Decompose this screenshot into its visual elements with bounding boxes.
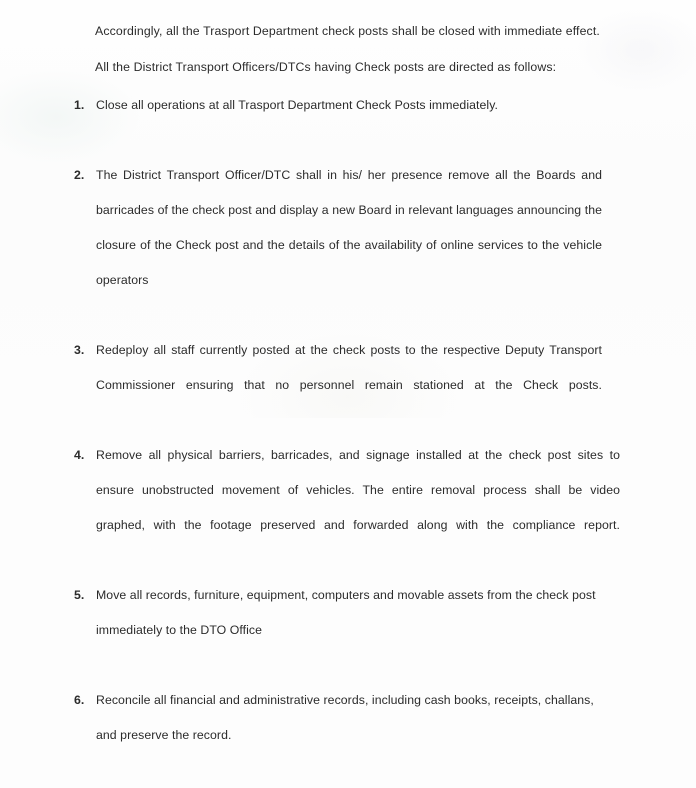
list-item <box>74 333 602 438</box>
list-item-text: The District Transport Officer/DTC shall in his/ her presence remove all the Boards and barricades of the check post and display a new Board in relevant languages announcing the closure of the Check post and the details of the availability of online services to the vehicle operators <box>96 168 602 287</box>
list-item-text: Redeploy all staff currently posted at the check posts to the respective Deputy Transport Commissioner ensuring that no personnel remain stationed at the Check posts. <box>96 343 602 392</box>
list-item-number: 1. <box>74 98 85 112</box>
list-item-text: Close all operations at all Trasport Department Check Posts immediately. <box>96 98 498 112</box>
list-item <box>74 438 620 578</box>
list-item <box>74 683 602 788</box>
list-item <box>74 88 602 158</box>
list-item-text: Reconcile all financial and administrative records, including cash books, receipts, challans, and preserve the record. <box>96 693 594 742</box>
list-item <box>74 158 602 333</box>
list-item-number: 3. <box>74 343 85 357</box>
list-item-number: 5. <box>74 588 85 602</box>
list-item-number: 6. <box>74 693 85 707</box>
directives-numbered-list <box>74 88 620 788</box>
intro-paragraph-2: All the District Transport Officers/DTCs having Check posts are directed as follows: <box>95 60 557 74</box>
list-item-text: Move all records, furniture, equipment, computers and movable assets from the check post immediately to the DTO Office <box>96 588 596 637</box>
intro-paragraph-1: Accordingly, all the Trasport Department check posts shall be closed with immediate effect. <box>95 24 600 38</box>
list-item-number: 2. <box>74 168 85 182</box>
list-item-text: Remove all physical barriers, barricades, and signage installed at the check post sites to ensure unobstructed movement of vehicles. The entire removal process shall be video graphed, with the footage preserved and forwarded along with the compliance report. <box>96 448 620 532</box>
list-item-number: 4. <box>74 448 85 462</box>
list-item <box>74 578 602 683</box>
